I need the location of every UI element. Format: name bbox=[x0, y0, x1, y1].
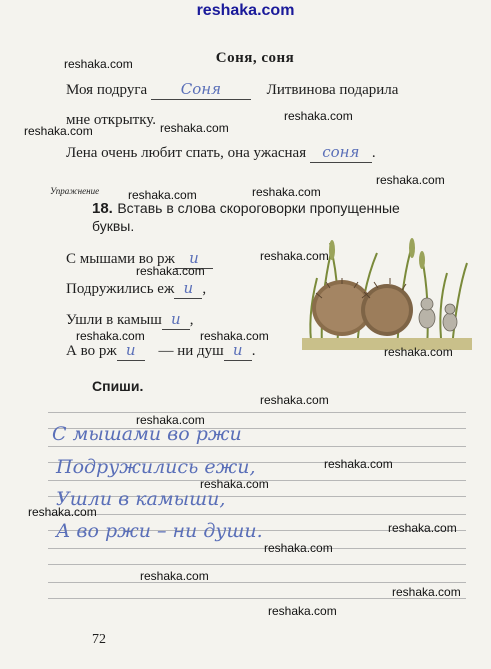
handwritten-line: С мышами во ржи bbox=[52, 423, 242, 445]
twister-blank bbox=[224, 341, 252, 361]
watermark: reshaka.com bbox=[264, 541, 333, 555]
sentence2-end: . bbox=[371, 145, 376, 161]
twister-answer: и bbox=[170, 310, 181, 328]
writing-line bbox=[48, 446, 466, 447]
handwritten-line: А во ржи – ни души. bbox=[56, 520, 263, 542]
twister-tail: , bbox=[189, 312, 194, 328]
section-title: Соня, соня bbox=[215, 50, 295, 66]
writing-line bbox=[48, 412, 466, 413]
watermark: reshaka.com bbox=[388, 521, 457, 535]
site-header[interactable]: reshaka.com bbox=[196, 2, 295, 19]
watermark: reshaka.com bbox=[268, 604, 337, 618]
watermark: reshaka.com bbox=[260, 249, 329, 263]
twister-blank bbox=[174, 279, 202, 299]
watermark: reshaka.com bbox=[200, 477, 269, 491]
twister-dash: — ни душ bbox=[158, 343, 224, 359]
watermark: reshaka.com bbox=[28, 505, 97, 519]
copy-label: Спиши. bbox=[92, 378, 144, 394]
watermark: reshaka.com bbox=[384, 345, 453, 359]
writing-line bbox=[48, 582, 466, 583]
exercise-task bbox=[92, 200, 400, 218]
handwritten-line: Ушли в камыши, bbox=[56, 488, 226, 510]
twister-answer: и bbox=[232, 341, 243, 359]
twister-answer: и bbox=[183, 279, 194, 297]
sentence1-blank bbox=[151, 80, 251, 100]
watermark: reshaka.com bbox=[128, 188, 197, 202]
watermark: reshaka.com bbox=[24, 124, 93, 138]
sentence1-answer: Соня bbox=[180, 80, 222, 98]
sentence1-part1: Моя подруга bbox=[66, 82, 148, 98]
watermark: reshaka.com bbox=[284, 109, 353, 123]
twister-tail: , bbox=[202, 281, 207, 297]
watermark: reshaka.com bbox=[76, 329, 145, 343]
writing-line bbox=[48, 548, 466, 549]
watermark: reshaka.com bbox=[376, 173, 445, 187]
twister-row bbox=[66, 279, 206, 299]
sentence2-blank bbox=[310, 143, 372, 163]
watermark: reshaka.com bbox=[200, 329, 269, 343]
sentence2 bbox=[66, 143, 376, 163]
watermark: reshaka.com bbox=[160, 121, 229, 135]
watermark: reshaka.com bbox=[136, 413, 205, 427]
sentence2-part1: Лена очень любит спать, она ужасная bbox=[66, 145, 307, 161]
twister-stem: С мышами во рж bbox=[66, 251, 175, 267]
writing-line bbox=[48, 514, 466, 515]
twister-row bbox=[66, 341, 255, 361]
watermark: reshaka.com bbox=[324, 457, 393, 471]
twister-stem: А во рж bbox=[66, 343, 117, 359]
exercise-number: 18. bbox=[92, 200, 113, 217]
twister-tail: . bbox=[251, 343, 256, 359]
sentence1-part3: мне открытку. bbox=[66, 112, 157, 128]
exercise-label: Упражнение bbox=[50, 186, 100, 196]
exercise-task-line1: Вставь в слова скороговорки пропущенные bbox=[117, 200, 400, 216]
sentence1-line1 bbox=[66, 80, 398, 100]
twister-answer: и bbox=[125, 341, 136, 359]
exercise-task-line2: буквы. bbox=[92, 218, 135, 234]
twister-answer: и bbox=[189, 249, 199, 267]
watermark: reshaka.com bbox=[64, 57, 133, 71]
twister-blank bbox=[162, 310, 190, 330]
sentence2-answer: соня bbox=[322, 143, 360, 161]
watermark: reshaka.com bbox=[260, 393, 329, 407]
twister-blank bbox=[117, 341, 145, 361]
twister-row bbox=[66, 310, 194, 330]
watermark: reshaka.com bbox=[140, 569, 209, 583]
watermark: reshaka.com bbox=[252, 185, 321, 199]
watermark: reshaka.com bbox=[392, 585, 461, 599]
twister-stem: Ушли в камыш bbox=[66, 312, 162, 328]
twister-stem: Подружились еж bbox=[66, 281, 175, 297]
sentence1-part2: Литвинова подарила bbox=[266, 82, 399, 98]
writing-line bbox=[48, 564, 466, 565]
watermark: reshaka.com bbox=[136, 264, 205, 278]
handwritten-line: Подружились ежи, bbox=[56, 456, 256, 478]
page-number: 72 bbox=[92, 632, 106, 647]
